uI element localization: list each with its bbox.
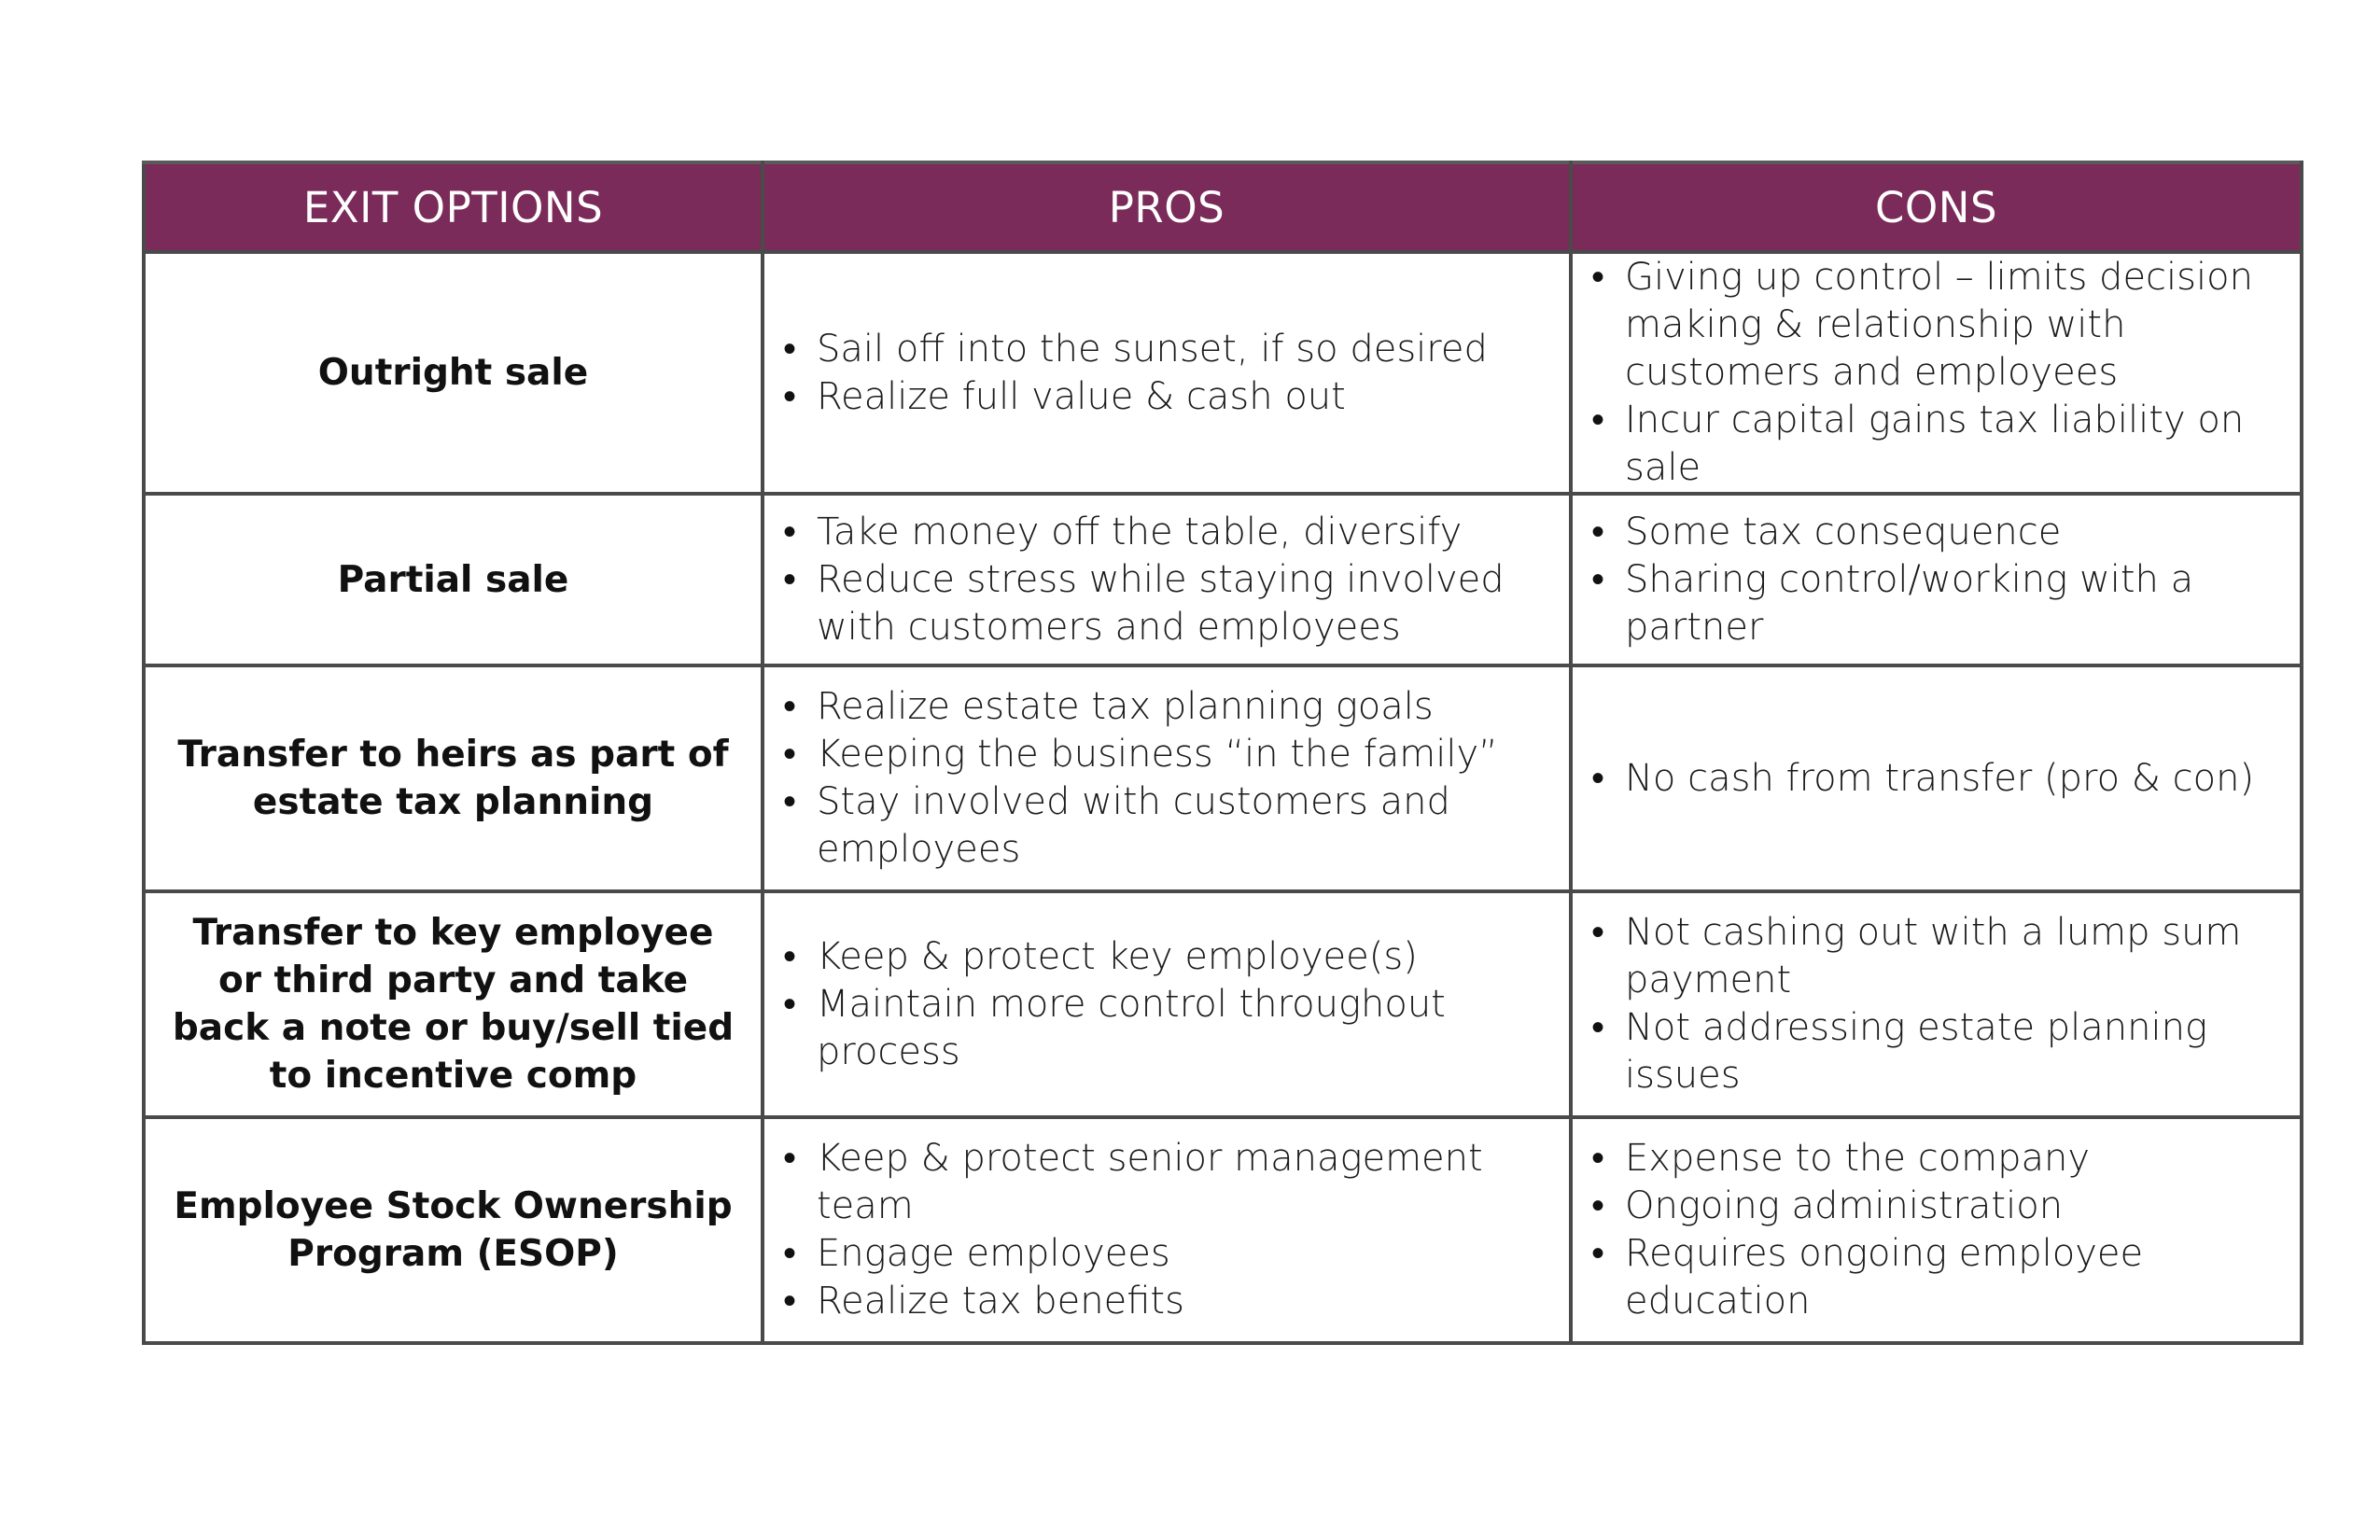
list-item: • Stay involved with customers and employees [777, 778, 1556, 874]
exit-option-cell: Employee Stock Ownership Program (ESOP) [144, 1117, 763, 1343]
list-item: • Incur capital gains tax liability on sale [1586, 397, 2287, 492]
table-row [144, 494, 2302, 665]
pros-list [777, 1135, 1556, 1325]
cons-cell [1571, 665, 2302, 891]
exit-option-cell: Outright sale [144, 252, 763, 494]
list-item: • Maintain more control throughout process [777, 981, 1556, 1076]
table-row [144, 665, 2302, 891]
pros-list [777, 509, 1556, 651]
header-cons: CONS [1571, 162, 2302, 252]
pros-list [777, 933, 1556, 1076]
pros-cell [763, 891, 1571, 1117]
list-item: • Realize estate tax planning goals [777, 683, 1556, 731]
list-item: • Giving up control – limits decision making & relationship with customers and employees [1586, 254, 2287, 397]
cons-cell [1571, 494, 2302, 665]
list-item: • Some tax consequence [1586, 509, 2287, 556]
list-item: • Realize tax benefits [777, 1278, 1556, 1325]
pros-cell [763, 665, 1571, 891]
exit-option-cell: Transfer to key employee or third party and take back a note or buy/sell tied to incentive comp [144, 891, 763, 1117]
list-item: • Sharing control/working with a partner [1586, 556, 2287, 651]
list-item: • Expense to the company [1586, 1135, 2287, 1183]
pros-cell [763, 494, 1571, 665]
list-item: • Realize full value & cash out [777, 373, 1556, 421]
table-row [144, 1117, 2302, 1343]
list-item: • Take money off the table, diversify [777, 509, 1556, 556]
list-item: • Keep & protect key employee(s) [777, 933, 1556, 981]
header-row [144, 162, 2302, 252]
list-item: • Engage employees [777, 1230, 1556, 1278]
cons-cell [1571, 891, 2302, 1117]
cons-list [1586, 909, 2287, 1099]
list-item: • Not addressing estate planning issues [1586, 1004, 2287, 1099]
list-item: • Ongoing administration [1586, 1183, 2287, 1230]
list-item: • Keeping the business “in the family” [777, 731, 1556, 778]
exit-options-table [142, 161, 2303, 1345]
pros-list [777, 326, 1556, 421]
table-row [144, 252, 2302, 494]
cons-list [1586, 254, 2287, 492]
table-row [144, 891, 2302, 1117]
pros-cell [763, 1117, 1571, 1343]
header-pros: PROS [763, 162, 1571, 252]
cons-cell [1571, 252, 2302, 494]
list-item: • Reduce stress while staying involved with customers and employees [777, 556, 1556, 651]
cons-list [1586, 755, 2287, 803]
cons-cell [1571, 1117, 2302, 1343]
list-item: • No cash from transfer (pro & con) [1586, 755, 2287, 803]
list-item: • Requires ongoing employee education [1586, 1230, 2287, 1325]
header-exit-options: EXIT OPTIONS [144, 162, 763, 252]
list-item: • Keep & protect senior management team [777, 1135, 1556, 1230]
exit-option-cell: Transfer to heirs as part of estate tax planning [144, 665, 763, 891]
pros-list [777, 683, 1556, 874]
list-item: • Sail off into the sunset, if so desired [777, 326, 1556, 373]
cons-list [1586, 509, 2287, 651]
exit-option-cell: Partial sale [144, 494, 763, 665]
pros-cell [763, 252, 1571, 494]
cons-list [1586, 1135, 2287, 1325]
list-item: • Not cashing out with a lump sum payment [1586, 909, 2287, 1004]
